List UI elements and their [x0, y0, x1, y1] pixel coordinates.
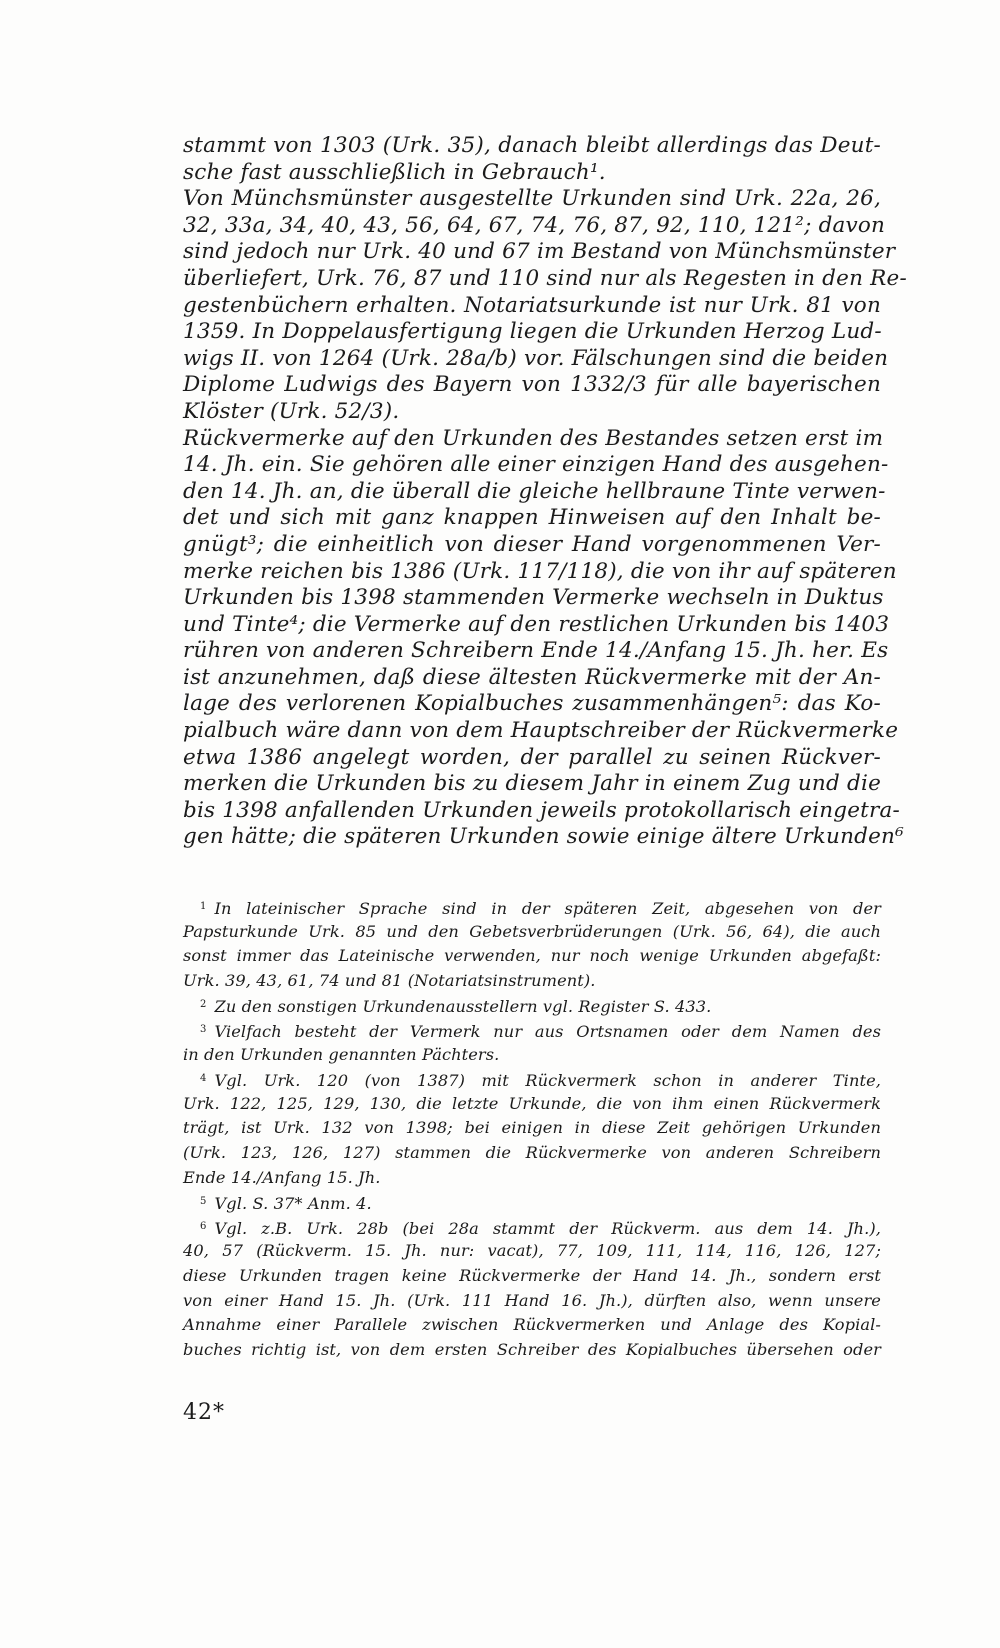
body-line-16: gnügt³; die einheitlich von dieser Hand vorgenommenen Ver-: [183, 531, 881, 557]
body-line-24: etwa 1386 angelegt worden, der parallel zu seinen Rückver-: [183, 744, 881, 770]
footnote-number: 5: [200, 1196, 207, 1208]
footnote-4-line-3: trägt, ist Urk. 132 von 1398; bei einigen in diese Zeit gehörigen Urkunden: [183, 1118, 881, 1138]
body-line-19: und Tinte⁴; die Vermerke auf den restlichen Urkunden bis 1403: [183, 611, 890, 637]
body-line-1: stammt von 1303 (Urk. 35), danach bleibt allerdings das Deut-: [183, 133, 881, 158]
body-line-10: Diplome Ludwigs des Bayern von 1332/3 für alle bayerischen: [183, 372, 881, 398]
footnote-6-line-4: von einer Hand 15. Jh. (Urk. 111 Hand 16. Jh.), dürften also, wenn unsere: [183, 1290, 881, 1310]
body-line-18: Urkunden bis 1398 stammenden Vermerke wechseln in Duktus: [183, 585, 884, 611]
body-line-9: wigs II. von 1264 (Urk. 28a/b) vor. Fälschungen sind die beiden: [183, 345, 889, 371]
body-line-20: rühren von anderen Schreibern Ende 14./Anfang 15. Jh. her. Es: [183, 638, 889, 664]
body-line-6: überliefert, Urk. 76, 87 und 110 sind nur als Regesten in den Re-: [183, 265, 907, 291]
body-line-21: ist anzunehmen, daß diese ältesten Rückvermerke mit der An-: [183, 664, 881, 690]
body-line-4: 32, 33a, 34, 40, 43, 56, 64, 67, 74, 76, 87, 92, 110, 121²; davon: [183, 212, 886, 238]
footnote-4-line-2: Urk. 122, 125, 129, 130, die letzte Urkunde, die von ihm einen Rückvermerk: [183, 1093, 881, 1113]
body-line-11: Klöster (Urk. 52/3).: [183, 398, 400, 424]
footnote-6-line-6: buches richtig ist, von dem ersten Schreiber des Kopialbuches übersehen oder: [183, 1339, 881, 1359]
footnote-text: Vgl. Urk. 120 (von 1387) mit Rückvermerk schon in anderer Tinte,: [214, 1071, 881, 1091]
footnote-4-line-5: Ende 14./Anfang 15. Jh.: [183, 1167, 381, 1187]
body-line-25: merken die Urkunden bis zu diesem Jahr in einem Zug und die: [183, 771, 881, 797]
body-line-7: gestenbüchern erhalten. Notariatsurkunde ist nur Urk. 81 von: [183, 292, 881, 318]
footnote-1-line-1: [183, 895, 881, 920]
footnote-number: 4: [200, 1073, 207, 1085]
footnote-number: 1: [200, 901, 207, 912]
body-line-23: pialbuch wäre dann von dem Hauptschreiber der Rückvermerke: [183, 718, 899, 744]
footnote-text: Zu den sonstigen Urkundenausstellern vgl. Register S. 433.: [214, 997, 712, 1017]
footnote-number: 6: [200, 1220, 207, 1232]
footnote-number: 2: [200, 999, 207, 1011]
footnote-6-line-5: Annahme einer Parallele zwischen Rückvermerken und Anlage des Kopial-: [183, 1315, 881, 1335]
footnote-4-line-4: (Urk. 123, 126, 127) stammen die Rückvermerke von anderen Schreibern: [183, 1142, 881, 1162]
body-line-3: Von Münchsmünster ausgestellte Urkunden sind Urk. 22a, 26,: [183, 186, 881, 212]
footnote-text: In lateinischer Sprache sind in der späteren Zeit, abgesehen von der: [214, 899, 881, 918]
footnote-1-line-4: Urk. 39, 43, 61, 74 und 81 (Notariatsinstrument).: [183, 970, 596, 990]
body-line-5: sind jedoch nur Urk. 40 und 67 im Bestand von Münchsmünster: [183, 239, 896, 265]
main-text: [183, 133, 907, 851]
body-line-22: lage des verlorenen Kopialbuches zusammenhängen⁵: das Ko-: [183, 691, 881, 717]
footnote-4-line-1: [183, 1067, 881, 1092]
footnote-2-line-1: [183, 993, 881, 1018]
footnote-text: Vgl. z.B. Urk. 28b (bei 28a stammt der Rückverm. aus dem 14. Jh.),: [214, 1218, 881, 1238]
footnote-5-line-1: [183, 1190, 881, 1215]
footnote-6-line-1: [183, 1215, 881, 1240]
body-line-26: bis 1398 anfallenden Urkunden jeweils protokollarisch eingetra-: [183, 797, 900, 823]
footnote-1-line-2: Papsturkunde Urk. 85 und den Gebetsverbrüderungen (Urk. 56, 64), die auch: [183, 921, 881, 941]
footnotes: [183, 895, 881, 1362]
body-line-8: 1359. In Doppelausfertigung liegen die Urkunden Herzog Lud-: [183, 319, 882, 345]
body-line-14: den 14. Jh. an, die überall die gleiche hellbraune Tinte verwen-: [183, 478, 886, 504]
footnote-text: Vielfach besteht der Vermerk nur aus Ortsnamen oder dem Namen des: [214, 1021, 881, 1041]
body-line-27: gen hätte; die späteren Urkunden sowie einige ältere Urkunden⁶: [183, 824, 904, 850]
footnote-text: Vgl. S. 37* Anm. 4.: [214, 1194, 372, 1214]
footnote-number: 3: [200, 1023, 207, 1035]
footnote-1-line-3: sonst immer das Lateinische verwenden, nur noch wenige Urkunden abgefaßt:: [183, 946, 881, 966]
footnote-6-line-3: diese Urkunden tragen keine Rückvermerke der Hand 14. Jh., sondern erst: [183, 1265, 881, 1285]
body-line-2: sche fast ausschließlich in Gebrauch¹.: [183, 159, 606, 185]
body-line-13: 14. Jh. ein. Sie gehören alle einer einzigen Hand des ausgehen-: [183, 452, 889, 478]
body-line-15: det und sich mit ganz knappen Hinweisen auf den Inhalt be-: [183, 505, 881, 531]
footnote-6-line-2: 40, 57 (Rückverm. 15. Jh. nur: vacat), 77, 109, 111, 114, 116, 126, 127;: [183, 1241, 881, 1261]
footnote-3-line-2: in den Urkunden genannten Pächters.: [183, 1044, 500, 1064]
body-line-12: Rückvermerke auf den Urkunden des Bestandes setzen erst im: [183, 425, 884, 451]
page-number: 42*: [183, 1400, 225, 1425]
body-line-17: merke reichen bis 1386 (Urk. 117/118), die von ihr auf späteren: [183, 558, 897, 584]
footnote-3-line-1: [183, 1018, 881, 1043]
